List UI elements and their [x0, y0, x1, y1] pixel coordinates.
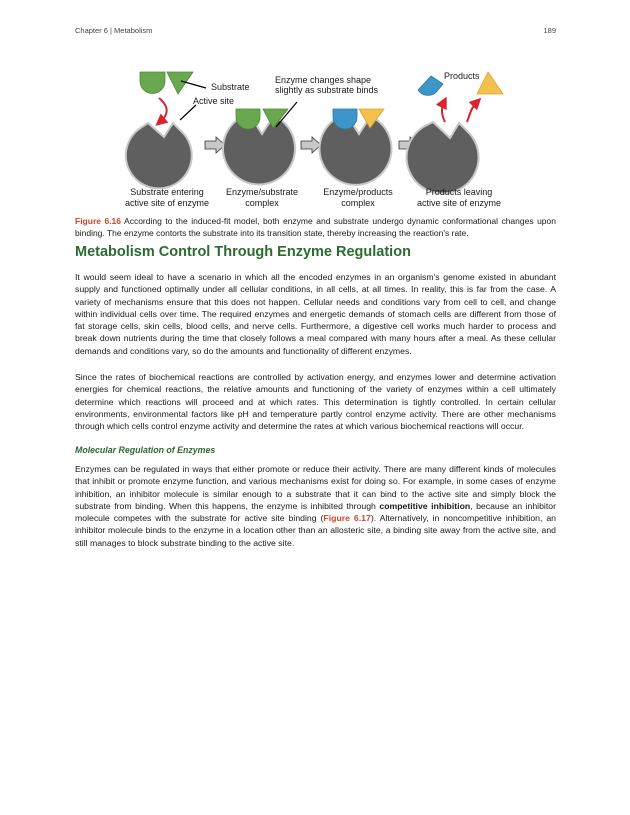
stage-2-label-line1: Enzyme/substrate: [225, 187, 299, 197]
paragraph-3-part-a: Enzymes can be regulated in ways that either promote or reduce their activity. There are many different kinds of molecules that inhibit or promote enzyme function, and various mechanisms exist for doing so. For example, in some cases of enzyme inhibition, an inhibitor molecule is similar enough to a substrate that it can bind to the active site and simply block the substrate from binding. When this happens, the enzyme is inhibited through: [75, 464, 556, 511]
paragraph-3-part-c: ). Alternatively, in noncompetitive inhibition, an inhibitor molecule binds to the enzyme in a location other than an allosteric site, a binding site away from the active site, and still manages to block substrate binding to the active site.: [75, 513, 557, 548]
bound-product-blue: [333, 109, 357, 129]
stage-1-label-line2: active site of enzyme: [124, 198, 210, 208]
stage-1-label-line1: Substrate entering: [130, 187, 204, 197]
section-title: Metabolism Control Through Enzyme Regulation: [75, 244, 411, 260]
enzyme-1: [126, 123, 192, 188]
figure-label: Figure 6.16: [75, 216, 122, 226]
leaving-arrow-left: [442, 102, 445, 122]
enzyme-change-label-line2: slightly as substrate binds: [275, 85, 379, 95]
products-label: Products: [444, 71, 480, 81]
process-arrow-2: [301, 137, 321, 153]
stage-1-substrate-entering: [126, 72, 206, 188]
stage-3-label-line2: complex: [341, 198, 375, 208]
stage-4-label-line2: active site of enzyme: [416, 198, 502, 208]
paragraph-3: [75, 463, 556, 549]
stage-3-label-line1: Enzyme/products: [323, 187, 393, 197]
substrate-label: Substrate: [211, 82, 250, 92]
paragraph-1: It would seem ideal to have a scenario in which all the encoded enzymes in an organism's genome existed in abundant supply and functioned optimally under all cellular conditions, in all cells, at all times. In reality, this is far from the case. A variety of mechanisms ensure that this does not happen. Cellular needs and conditions vary from cell to cell, and change within individual cells over time. The required enzymes and energetic demands of stomach cells are different from those of fat storage cells, skin cells, blood cells, and nerve cells. Furthermore, a digestive cell works much harder to process and break down nutrients during the time that closely follows a meal compared with many hours after a meal. As these cellular demands and conditions vary, so do the amounts and functionality of different enzymes.: [75, 272, 556, 356]
figure-caption: [75, 216, 556, 239]
enzyme-4: [407, 122, 479, 193]
page-number: 189: [543, 26, 556, 35]
stage-2-enzyme-substrate-complex: [223, 102, 297, 184]
induced-fit-figure: [75, 60, 556, 212]
entering-arrow: [159, 98, 167, 122]
active-site-pointer: [180, 105, 196, 120]
figure-6-17-link[interactable]: Figure 6.17: [323, 513, 371, 524]
paragraph-3-part-b: , because an inhibitor molecule competes with the substrate for active site binding (: [75, 500, 556, 524]
substrate-left-piece: [140, 72, 165, 94]
leaving-arrow-right: [467, 102, 477, 122]
enzyme-change-label-line1: Enzyme changes shape: [275, 75, 372, 85]
enzyme-2: [223, 120, 295, 184]
caption-text: According to the induced-fit model, both enzyme and substrate undergo dynamic conformational changes upon binding. The enzyme contorts the substrate into its transition state, thereby increasing the reaction's rate.: [75, 216, 556, 238]
stage-4-label-line1: Products leaving: [425, 187, 493, 197]
stage-3-enzyme-products-complex: [320, 109, 392, 185]
active-site-label: Active site: [193, 96, 235, 106]
released-product-yellow: [477, 72, 503, 94]
stage-2-label-line2: complex: [245, 198, 279, 208]
paragraph-2: Since the rates of biochemical reactions are controlled by activation energy, and enzymes lower and determine activation energies for chemical reactions, the relative amounts and functioning of the variety of enzymes within a cell ultimately determine which reactions will proceed and at which rates. This determination is tightly controlled. In certain cellular environments, environmental factors like pH and temperature partly control enzyme activity. There are other mechanisms through which cells control enzyme activity and determine the rates at which various biochemical reactions will occur.: [75, 372, 556, 432]
bound-substrate-left: [236, 109, 260, 129]
process-arrow-1: [205, 137, 225, 153]
enzyme-3: [320, 120, 392, 185]
stage-4-products-leaving: [407, 72, 503, 193]
released-product-blue: [418, 76, 443, 95]
key-term-competitive-inhibition: competitive inhibition: [379, 500, 471, 511]
subsection-title: Molecular Regulation of Enzymes: [75, 445, 216, 455]
chapter-title: Chapter 6 | Metabolism: [75, 26, 153, 35]
